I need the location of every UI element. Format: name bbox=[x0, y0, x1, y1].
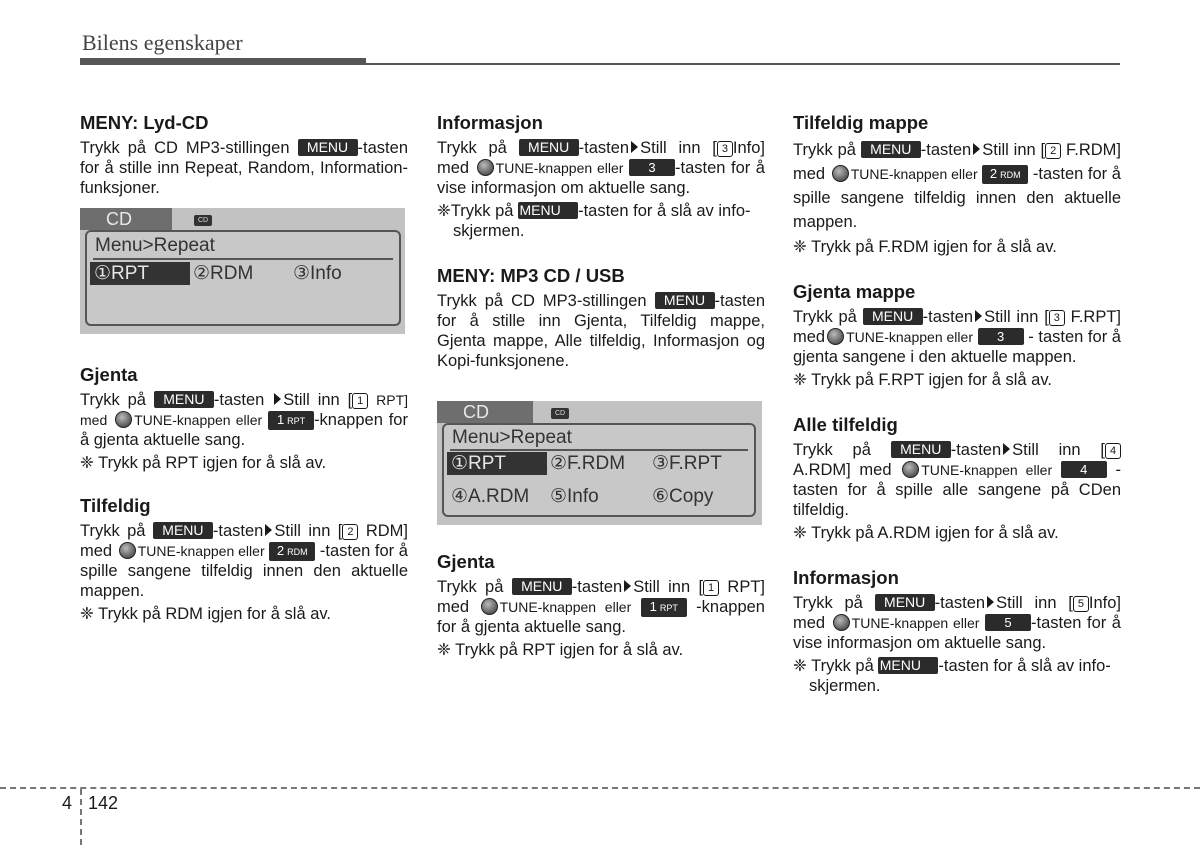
number-4-icon: 4 bbox=[1105, 443, 1121, 459]
screen-divider bbox=[450, 449, 748, 451]
note bbox=[793, 656, 1121, 696]
text: RDM] med bbox=[80, 522, 408, 560]
section-body bbox=[80, 138, 408, 198]
section-body bbox=[437, 577, 765, 637]
tune-knob-icon bbox=[477, 159, 494, 176]
key-number: 2 bbox=[276, 543, 285, 558]
text: TUNE-knappen eller bbox=[137, 543, 265, 559]
text: RPT] med bbox=[80, 392, 409, 428]
text: Info] bbox=[1088, 594, 1121, 612]
text: -tasten for å stille inn Gjenta, Tilfeldig mappe, Gjenta mappe, Alle tilfeldig, Informasjon og Kopi-funksjonene. bbox=[437, 292, 765, 370]
screen-option-frdm: ②F.RDM bbox=[550, 453, 626, 474]
text: -tasten for å slå av info-skjermen. bbox=[809, 657, 1111, 695]
arrow-right-icon bbox=[973, 143, 980, 155]
text: F.RDM] med bbox=[793, 141, 1121, 183]
screen-option-copy: ⑥Copy bbox=[652, 486, 714, 507]
text: -tasten bbox=[578, 139, 630, 157]
screen-tab: CD bbox=[437, 401, 533, 423]
menu-key: MENU bbox=[153, 522, 213, 539]
section-title: Gjenta mappe bbox=[793, 281, 916, 302]
section-body bbox=[793, 138, 1121, 234]
section-tilfeldig-mappe bbox=[793, 112, 1121, 257]
text: Still inn [ bbox=[274, 522, 343, 540]
note: ❈ Trykk på RPT igjen for å slå av. bbox=[437, 641, 684, 659]
text: -tasten bbox=[922, 308, 974, 326]
arrow-right-icon bbox=[265, 524, 272, 536]
section-alle-tilfeldig bbox=[793, 414, 1121, 543]
key-5: 5 bbox=[985, 614, 1031, 631]
text: Still inn [ bbox=[633, 578, 704, 596]
section-title: Tilfeldig mappe bbox=[793, 112, 929, 133]
text: Info] med bbox=[437, 139, 765, 177]
menu-key: MENU bbox=[518, 202, 578, 219]
lcd-screen-audio-cd bbox=[80, 208, 405, 334]
arrow-right-icon bbox=[624, 580, 631, 592]
text: -tasten bbox=[212, 522, 264, 540]
text: TUNE-knappen eller bbox=[921, 462, 1053, 478]
note bbox=[437, 201, 765, 241]
screen-option-rpt: ①RPT bbox=[90, 262, 190, 285]
screen-tab: CD bbox=[80, 208, 172, 230]
section-title: Tilfeldig bbox=[80, 495, 151, 516]
text: Trykk på bbox=[80, 391, 146, 409]
note: ❈ Trykk på F.RPT igjen for å slå av. bbox=[793, 371, 1052, 389]
text: -tasten bbox=[571, 578, 623, 596]
number-2-icon: 2 bbox=[342, 524, 358, 540]
lcd-screen-mp3-cd bbox=[437, 401, 762, 525]
section-title: Informasjon bbox=[793, 567, 899, 588]
text: RPT] med bbox=[437, 578, 765, 616]
note: ❈ Trykk på RPT igjen for å slå av. bbox=[80, 454, 327, 472]
key-number: 2 bbox=[989, 166, 998, 181]
screen-option-info: ⑤Info bbox=[550, 486, 599, 507]
column-2 bbox=[437, 112, 765, 660]
screen-option-info: ③Info bbox=[293, 263, 342, 284]
rpt-key bbox=[268, 411, 314, 430]
screen-panel bbox=[442, 423, 756, 517]
cd-icon: CD bbox=[194, 215, 212, 226]
screen-panel bbox=[85, 230, 401, 326]
text: -tasten for å vise informasjon om aktuelle sang. bbox=[793, 614, 1121, 652]
header-bar bbox=[80, 58, 366, 65]
column-3 bbox=[793, 112, 1121, 696]
text: F.RPT] med bbox=[793, 308, 1122, 346]
page-number: 142 bbox=[88, 793, 119, 813]
section-title: Gjenta bbox=[437, 551, 495, 572]
rpt-key bbox=[641, 598, 687, 617]
key-number: 1 bbox=[649, 599, 657, 614]
column-1 bbox=[80, 112, 408, 624]
text: Still inn [ bbox=[982, 141, 1046, 159]
text: Trykk på bbox=[437, 578, 504, 596]
menu-key: MENU bbox=[519, 139, 579, 156]
menu-key: MENU bbox=[154, 391, 214, 408]
key-4: 4 bbox=[1061, 461, 1107, 478]
key-3: 3 bbox=[629, 159, 675, 176]
note: ❈ Trykk på F.RDM igjen for å slå av. bbox=[793, 238, 1057, 256]
text: TUNE-knappen eller bbox=[499, 599, 632, 615]
menu-key: MENU bbox=[298, 139, 358, 156]
section-body bbox=[793, 440, 1121, 520]
menu-key: MENU bbox=[861, 141, 921, 158]
text: -tasten bbox=[934, 594, 986, 612]
section-tilfeldig bbox=[80, 495, 408, 624]
text: -tasten for å spille alle sangene på CDen tilfeldig. bbox=[793, 461, 1121, 519]
note: ❈ Trykk på RDM igjen for å slå av. bbox=[80, 605, 332, 623]
arrow-right-icon bbox=[975, 310, 982, 322]
screen-option-ardm: ④A.RDM bbox=[451, 486, 530, 507]
section-body bbox=[437, 291, 765, 371]
section-meny-mp3-cd-usb bbox=[437, 265, 765, 371]
text: ❈ Trykk på bbox=[793, 657, 874, 675]
key-sublabel: RPT bbox=[287, 416, 306, 426]
section-body bbox=[80, 390, 408, 450]
text: Trykk på bbox=[793, 141, 856, 159]
key-number: 1 bbox=[276, 412, 285, 427]
section-meny-lyd-cd bbox=[80, 112, 408, 198]
text: Still inn [ bbox=[984, 308, 1049, 326]
text: -tasten bbox=[213, 391, 265, 409]
text: Still inn [ bbox=[1012, 441, 1105, 459]
text: Still inn [ bbox=[283, 391, 353, 409]
menu-key: MENU bbox=[655, 292, 715, 309]
rdm-key bbox=[269, 542, 315, 561]
tune-knob-icon bbox=[827, 328, 844, 345]
arrow-right-icon bbox=[1003, 443, 1010, 455]
number-3-icon: 3 bbox=[1049, 310, 1065, 326]
section-body bbox=[437, 138, 765, 198]
key-sublabel: RPT bbox=[659, 603, 678, 613]
section-title: MENY: MP3 CD / USB bbox=[437, 265, 625, 286]
text: Trykk på bbox=[793, 308, 857, 326]
text: Still inn [ bbox=[996, 594, 1073, 612]
header-rule bbox=[366, 63, 1120, 65]
text: Trykk på bbox=[793, 594, 863, 612]
text: TUNE-knappen eller bbox=[851, 615, 980, 631]
text: TUNE-knappen eller bbox=[850, 166, 978, 182]
text: TUNE-knappen eller bbox=[495, 160, 624, 176]
text: Trykk på bbox=[793, 441, 871, 459]
section-informasjon bbox=[437, 112, 765, 241]
text: -knappen for å gjenta aktuelle sang. bbox=[437, 598, 765, 636]
key-3: 3 bbox=[978, 328, 1024, 345]
note: ❈ Trykk på A.RDM igjen for å slå av. bbox=[793, 524, 1059, 542]
text: -tasten for å stille inn Repeat, Random, Information-funksjoner. bbox=[80, 139, 408, 197]
text: -tasten for å spille sangene tilfeldig innen den aktuelle mappen. bbox=[793, 165, 1121, 231]
text: -tasten for å vise informasjon om aktuelle sang. bbox=[437, 159, 765, 197]
menu-key: MENU bbox=[863, 308, 923, 325]
key-sublabel: RDM bbox=[1000, 170, 1021, 180]
text: tasten for å gjenta sangene i den aktuelle mappen. bbox=[793, 328, 1121, 366]
rdm-key bbox=[982, 165, 1028, 184]
chapter-number: 4 bbox=[62, 793, 73, 813]
tune-knob-icon bbox=[833, 614, 850, 631]
text: -tasten for å slå av info-skjermen. bbox=[453, 202, 751, 240]
number-2-icon: 2 bbox=[1045, 143, 1061, 159]
tune-knob-icon bbox=[902, 461, 919, 478]
menu-key: MENU bbox=[512, 578, 572, 595]
text: -tasten bbox=[950, 441, 1002, 459]
section-title: Informasjon bbox=[437, 112, 543, 133]
cd-icon: CD bbox=[551, 408, 569, 419]
arrow-right-icon bbox=[631, 141, 638, 153]
menu-key: MENU bbox=[878, 657, 938, 674]
text: -knappen for å gjenta aktuelle sang. bbox=[80, 411, 408, 449]
section-gjenta bbox=[80, 364, 408, 473]
screen-menu-title: Menu>Repeat bbox=[95, 235, 215, 256]
text: Trykk på bbox=[437, 139, 507, 157]
text: -tasten bbox=[920, 141, 972, 159]
text: Trykk på CD MP3-stillingen bbox=[437, 292, 647, 310]
section-body bbox=[793, 593, 1121, 653]
arrow-right-icon bbox=[274, 393, 281, 405]
arrow-right-icon bbox=[987, 596, 994, 608]
tune-knob-icon bbox=[481, 598, 498, 615]
section-body: Trykk på MENU -tasten Still inn [ 3 F.RPT] med TUNE-knappen eller 3 - tasten for å gjenta sangene i den aktuelle mappen. bbox=[793, 308, 1122, 366]
screen-menu-title: Menu>Repeat bbox=[452, 427, 572, 448]
menu-key: MENU bbox=[891, 441, 951, 458]
text: med bbox=[793, 614, 826, 632]
text: TUNE-knappen eller bbox=[846, 329, 973, 345]
footer-divider bbox=[80, 789, 82, 845]
section-informasjon bbox=[793, 567, 1121, 696]
tune-knob-icon bbox=[832, 165, 849, 182]
text: Trykk på CD MP3-stillingen bbox=[80, 139, 290, 157]
tune-knob-icon bbox=[115, 411, 132, 428]
text: Trykk på bbox=[80, 522, 146, 540]
number-1-icon: 1 bbox=[703, 580, 719, 596]
screen-divider bbox=[93, 258, 393, 260]
text: A.RDM] med bbox=[793, 461, 892, 479]
text: TUNE-knappen eller bbox=[134, 412, 263, 428]
section-title: Alle tilfeldig bbox=[793, 414, 898, 435]
key-sublabel: RDM bbox=[287, 547, 308, 557]
menu-key: MENU bbox=[875, 594, 935, 611]
text: -tasten for å spille sangene tilfeldig innen den aktuelle mappen. bbox=[80, 542, 408, 600]
section-body bbox=[80, 521, 408, 601]
number-5-icon: 5 bbox=[1073, 596, 1089, 612]
page-header-title: Bilens egenskaper bbox=[82, 30, 243, 55]
text: Still inn [ bbox=[640, 139, 717, 157]
section-title: Gjenta bbox=[80, 364, 138, 385]
section-title: MENY: Lyd-CD bbox=[80, 112, 209, 133]
section-gjenta-mappe bbox=[793, 281, 1121, 390]
number-1-icon: 1 bbox=[352, 393, 368, 409]
screen-option-frpt: ③F.RPT bbox=[652, 453, 722, 474]
text: ❈Trykk på bbox=[437, 202, 514, 220]
screen-option-rdm: ②RDM bbox=[193, 263, 254, 284]
number-3-icon: 3 bbox=[717, 141, 733, 157]
section-gjenta bbox=[437, 551, 765, 660]
tune-knob-icon bbox=[119, 542, 136, 559]
footer-rule bbox=[0, 787, 1200, 789]
screen-option-rpt: ①RPT bbox=[447, 452, 547, 475]
